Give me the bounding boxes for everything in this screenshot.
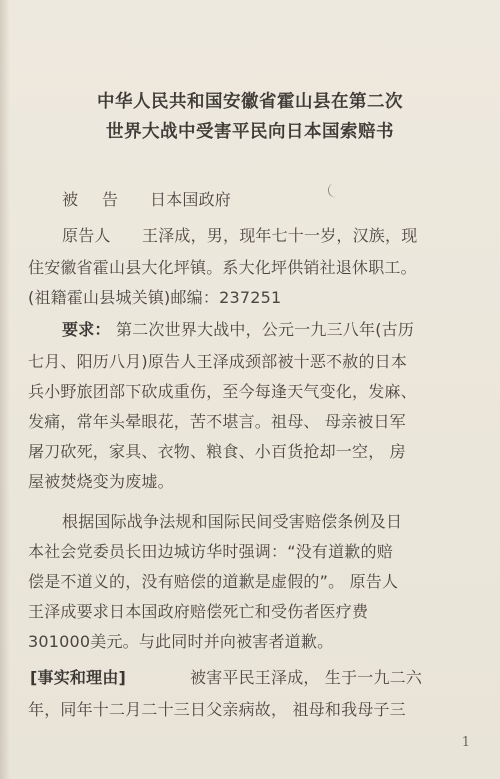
basis-text-line-5: 301000美元。与此同时并向被害者道歉。 <box>28 632 334 651</box>
demand-text-line-6: 屋被焚烧变为废墟。 <box>28 472 174 491</box>
page-number: 1 <box>461 735 470 750</box>
demand-text-line-3: 兵小野旅团部下砍成重伤，至今每逢天气变化，发麻、 <box>28 382 417 401</box>
pen-mark <box>327 183 337 198</box>
document-title-line-2: 世界大战中受害平民向日本国索赔书 <box>106 122 394 142</box>
basis-text-line-2: 本社会党委员长田边城访华时强调：“没有道歉的赔 <box>28 542 393 561</box>
defendant-label: 被 告 <box>62 190 123 209</box>
plaintiff-text-line-2: 住安徽省霍山县大化坪镇。系大化坪供销社退休职工。 <box>28 258 417 277</box>
demand-text-line-4: 发痛，常年头晕眼花，苦不堪言。祖母、 母亲被日军 <box>28 412 406 431</box>
document-title-line-1: 中华人民共和国安徽省霍山县在第二次 <box>97 92 403 112</box>
basis-text-line-3: 偿是不道义的，没有赔偿的道歉是虚假的”。 原告人 <box>28 572 399 591</box>
defendant-value: 日本国政府 <box>150 190 232 209</box>
basis-text-line-1: 根据国际战争法规和国际民间受害赔偿条例及日 <box>62 512 403 531</box>
demand-text-line-2: 七月、阳历八月)原告人王泽成颈部被十恶不赦的日本 <box>28 352 408 371</box>
demand-label: 要求： <box>62 320 111 339</box>
facts-label: [事实和理由] <box>30 668 127 687</box>
plaintiff-text-line-3: (祖籍霍山县城关镇)邮编：237251 <box>28 288 282 307</box>
plaintiff-text-line-1: 王泽成，男，现年七十一岁，汉族，现 <box>142 226 418 245</box>
page-edge-shadow <box>0 0 10 779</box>
basis-text-line-4: 王泽成要求日本国政府赔偿死亡和受伤者医疗费 <box>28 602 369 621</box>
plaintiff-label: 原告人 <box>62 226 111 245</box>
facts-text-line-1: 被害平民王泽成， 生于一九二六 <box>190 668 423 687</box>
demand-text-line-1: 第二次世界大战中，公元一九三八年(古历 <box>116 320 415 339</box>
facts-text-line-2: 年，同年十二月二十三日父亲病故， 祖母和我母子三 <box>28 700 406 719</box>
demand-text-line-5: 屠刀砍死，家具、衣物、粮食、小百货抢却一空， 房 <box>28 442 406 461</box>
